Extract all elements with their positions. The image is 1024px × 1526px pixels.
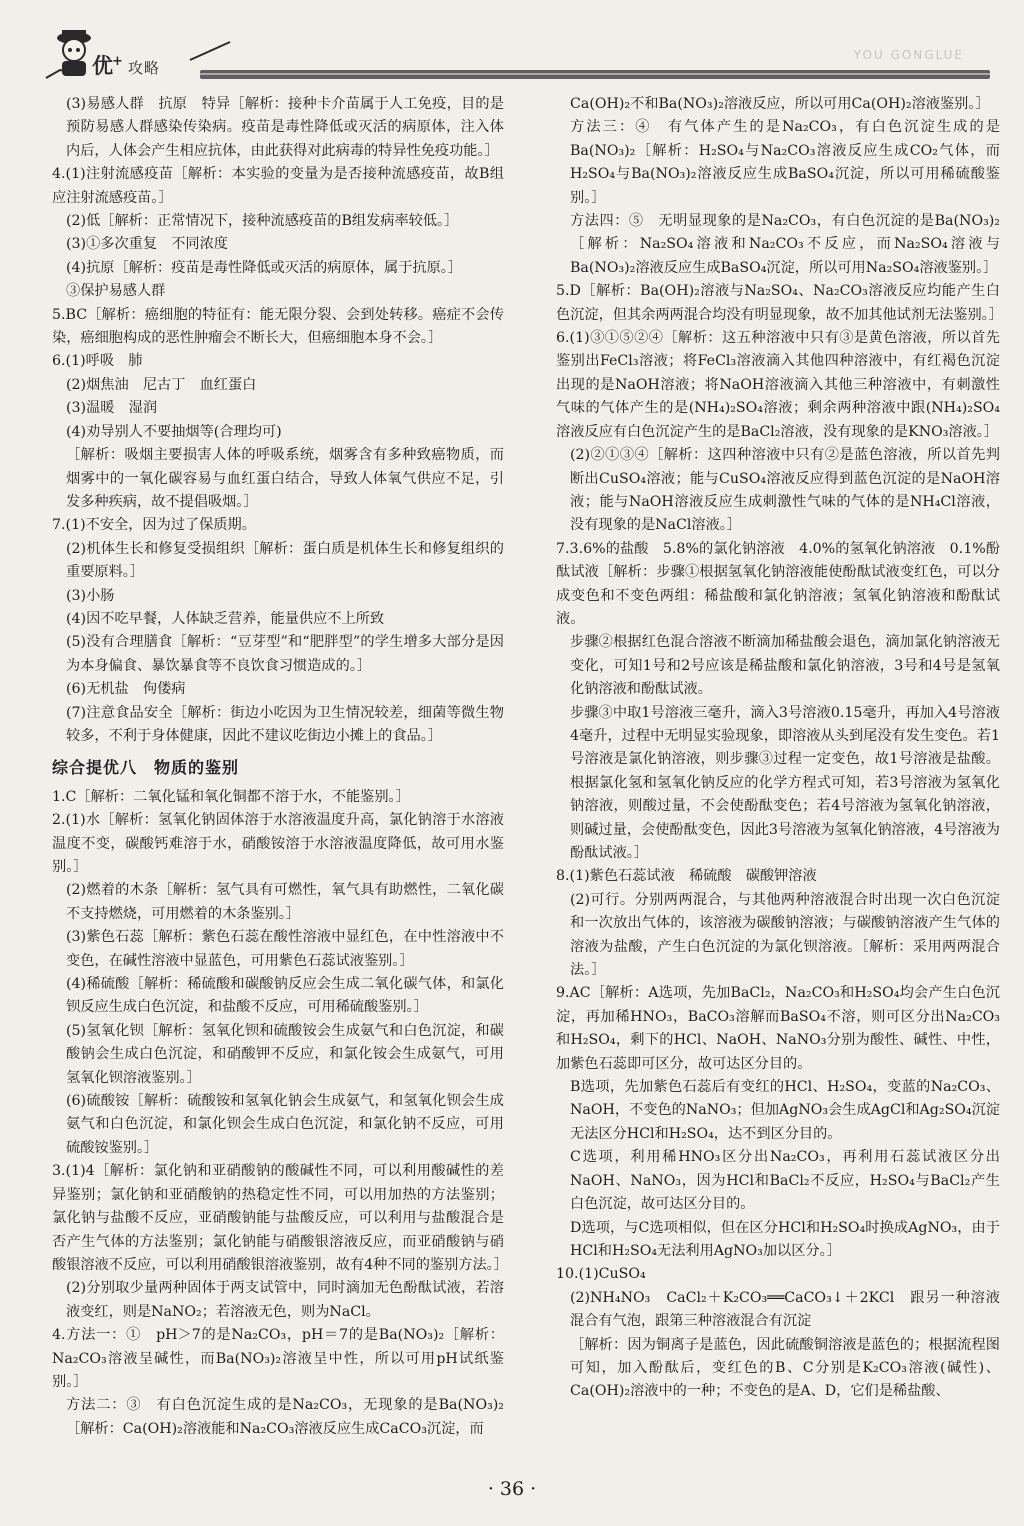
answer-line: 3.(1)4［解析：氯化钠和亚硝酸钠的酸碱性不同，可以利用酸碱性的差异鉴别；氯化钠和亚硝酸钠的热稳定性不同，可以用加热的方法鉴别；氯化钠与盐酸不反应，亚硝酸钠能与盐酸反应，可以利用与盐酸混合是否产生气体的方法鉴别；氯化钠能与硝酸银溶液反应，而亚硝酸钠与硝酸银溶液不反应，可以利用硝酸银溶液鉴别，故有4种不同的鉴别方法。］	[52, 1163, 508, 1273]
answer-line: (3)①多次重复 不同浓度	[66, 236, 228, 253]
page-number: · 36 ·	[487, 1478, 537, 1500]
brand-sub: 攻略	[127, 59, 160, 77]
running-header: YOU GONGLUE	[853, 48, 964, 62]
answer-line: 方法二：③ 有白色沉淀生成的是Na₂CO₃，无现象的是Ba(NO₃)₂［解析：Ca(OH)₂溶液能和Na₂CO₃溶液反应生成CaCO₃沉淀，而	[66, 1397, 504, 1437]
answer-line: (3)易感人群 抗原 特异［解析：接种卡介苗属于人工免疫，目的是预防易感人群感染传染病。疫苗是毒性降低或灭活的病原体，注入体内后，人体会产生相应抗体，由此获得对此病毒的特异性免疫功能。］	[66, 96, 504, 159]
answer-line: ［解析：吸烟主要损害人体的呼吸系统，烟雾含有多种致癌物质，而烟雾中的一氧化碳容易与血红蛋白结合，导致人体氧气供应不足，引发多种疾病，故不提倡吸烟。］	[66, 447, 504, 510]
answer-line: (2)烟焦油 尼古丁 血红蛋白	[66, 376, 257, 393]
answer-line: (6)硫酸铵［解析：硫酸铵和氢氧化钠会生成氨气，和氢氧化钡会生成氨气和白色沉淀，和氯化钡会生成白色沉淀，和氯化钠不反应，可用硫酸铵鉴别。］	[66, 1093, 504, 1156]
answer-line: (4)抗原［解析：疫苗是毒性降低或灭活的病原体，属于抗原。］	[66, 259, 463, 276]
answer-line: 6.(1)呼吸 肺	[52, 353, 143, 370]
answer-line: D选项，与C选项相似，但在区分HCl和H₂SO₄时换成AgNO₃，由于HCl和H₂SO₄无法利用AgNO₃加以区分。］	[570, 1219, 1000, 1259]
answer-line: 4.方法一：① pH＞7的是Na₂CO₃，pH＝7的是Ba(NO₃)₂［解析：Na₂CO₃溶液呈碱性，而Ba(NO₃)₂溶液呈中性，所以可用pH试纸鉴别。］	[52, 1327, 504, 1390]
header-rule	[200, 70, 990, 79]
brand-title	[92, 50, 160, 80]
page-header	[30, 14, 998, 84]
answer-line: (4)稀硫酸［解析：稀硫酸和碳酸钠反应会生成二氧化碳气体，和氯化钡反应生成白色沉淀，和盐酸不反应，可用稀硫酸鉴别。］	[66, 976, 504, 1016]
answer-line: 7.3.6%的盐酸 5.8%的氯化钠溶液 4.0%的氢氧化钠溶液 0.1%酚酞试液［解析：步骤①根据氢氧化钠溶液能使酚酞试液变红色，可以分成变色和不变色两组：稀盐酸和氯化钠溶液；氢氧化钠溶液和酚酞试液。	[556, 540, 1000, 627]
answer-line: (3)小肠	[66, 587, 115, 604]
answer-line: (5)没有合理膳食［解析：“豆芽型”和“肥胖型”的学生增多大部分是因为本身偏食、暴饮暴食等不良饮食习惯造成的。］	[66, 634, 504, 674]
answer-line: 10.(1)CuSO₄	[556, 1266, 646, 1283]
answer-line: (3)温暖 湿润	[66, 400, 158, 417]
answer-line: 9.AC［解析：A选项，先加BaCl₂，Na₂CO₃和H₂SO₄均会产生白色沉淀，再加稀HNO₃，BaCO₃溶解而BaSO₄不溶，则可区分出Na₂CO₃和H₂SO₄，剩下的HCl、NaOH、NaNO₃分别为酸性、碱性、中性，加紫色石蕊即可区分，故可达区分目的。	[556, 985, 1000, 1072]
brand-main: 优	[92, 54, 114, 78]
answer-line: C选项，利用稀HNO₃区分出Na₂CO₃，再利用石蕊试液区分出NaOH、NaNO₃，因为HCl和BaCl₂不反应，H₂SO₄与BaCl₂产生白色沉淀，故可达区分目的。	[570, 1149, 1000, 1213]
answer-line: (2)燃着的木条［解析：氢气具有可燃性，氧气具有助燃性，二氧化碳不支持燃烧，可用燃着的木条鉴别。］	[66, 882, 504, 922]
answer-line: (2)分别取少量两种固体于两支试管中，同时滴加无色酚酞试液，若溶液变红，则是NaNO₂；若溶液无色，则为NaCl。	[66, 1280, 504, 1320]
answer-line: B选项，先加紫色石蕊后有变红的HCl、H₂SO₄，变蓝的Na₂CO₃、NaOH，不变色的NaNO₃；但加AgNO₃会生成AgCl和Ag₂SO₄沉淀无法区分HCl和H₂SO₄，达不到区分目的。	[570, 1079, 1000, 1142]
answer-line: 5.BC［解析：癌细胞的特征有：能无限分裂、会到处转移。癌症不会传染，癌细胞构成的恶性肿瘤会不断长大，但癌细胞本身不会。］	[52, 306, 504, 347]
right-column	[556, 93, 1003, 1404]
answer-line: 8.(1)紫色石蕊试液 稀硫酸 碳酸钾溶液	[556, 868, 817, 885]
answer-line: 步骤③中取1号溶液三毫升，滴入3号溶液0.15毫升，再加入4号溶液4毫升，过程中无明显实验现象，即溶液从头到尾没有发生变色。若1号溶液是氯化钠溶液，则步骤③过程一定变色，故1号溶液是盐酸。根据氯化氢和氢氧化钠反应的化学方程式可知，若3号溶液为氢氧化钠溶液，则酸过量，不会使酚酞变色；若4号溶液为氢氧化钠溶液，则碱过量，会使酚酞变色，因此3号溶液为氢氧化钠溶液，4号溶液为酚酞试液。］	[570, 704, 1000, 861]
answer-line: 6.(1)③①⑤②④［解析：这五种溶液中只有③是黄色溶液，所以首先鉴别出FeCl₃溶液；将FeCl₃溶液滴入其他四种溶液中，有红褐色沉淀出现的是NaOH溶液；将NaOH溶液滴入其他三种溶液中，有刺激性气味的气体产生的是(NH₄)₂SO₄溶液；剩余两种溶液中跟(NH₄)₂SO₄溶液反应有白色沉淀产生的是BaCl₂溶液，没有现象的是KNO₃溶液。］	[556, 330, 1000, 440]
answer-line: (5)氢氧化钡［解析：氢氧化钡和硫酸铵会生成氨气和白色沉淀，和碳酸钠会生成白色沉淀，和硝酸钾不反应，和氯化铵会生成氨气，可用氢氧化钡溶液鉴别。］	[66, 1022, 504, 1086]
answer-line: ③保护易感人群	[66, 283, 166, 300]
answer-line: (6)无机盐 佝偻病	[66, 681, 186, 698]
answer-line: (4)劝导别人不要抽烟等(合理均可)	[66, 423, 282, 440]
answer-line: (7)注意食品安全［解析：街边小吃因为卫生情况较差，细菌等微生物较多，不利于身体健康，因此不建议吃街边小摊上的食品。］	[66, 704, 504, 744]
answer-line: Ca(OH)₂不和Ba(NO₃)₂溶液反应，所以可用Ca(OH)₂溶液鉴别。］	[570, 96, 990, 112]
answer-line: 1.C［解析：二氧化锰和氧化铜都不溶于水，不能鉴别。］	[52, 788, 410, 805]
answer-line: 步骤②根据红色混合溶液不断滴加稀盐酸会退色，滴加氯化钠溶液无变化，可知1号和2号应该是稀盐酸和氯化钠溶液，3号和4号是氢氧化钠溶液和酚酞试液。	[570, 634, 1000, 698]
answer-line: (2)机体生长和修复受损组织［解析：蛋白质是机体生长和修复组织的重要原料。］	[66, 540, 504, 581]
answer-line: 4.(1)注射流感疫苗［解析：本实验的变量为是否接种流感疫苗，故B组应注射流感疫苗。］	[52, 166, 504, 206]
answer-line: (2)低［解析：正常情况下，接种流感疫苗的B组发病率较低。］	[66, 213, 459, 230]
answer-line: (3)紫色石蕊［解析：紫色石蕊在酸性溶液中显红色，在中性溶液中不变色，在碱性溶液中显蓝色，可用紫色石蕊试液鉴别。］	[66, 929, 504, 969]
answer-line: 2.(1)水［解析：氢氧化钠固体溶于水溶液温度升高，氯化钠溶于水溶液温度不变，碳酸钙难溶于水，硝酸铵溶于水溶液温度降低，故可用水鉴别。］	[52, 812, 504, 875]
section-title: 综合提优八 物质的鉴别	[52, 758, 240, 778]
answer-line: 方法三：④ 有气体产生的是Na₂CO₃，有白色沉淀生成的是Ba(NO₃)₂［解析：H₂SO₄与Na₂CO₃溶液反应生成CO₂气体，而H₂SO₄与Ba(NO₃)₂溶液反应生成BaSO₄沉淀，所以可用稀硫酸鉴别。］	[570, 119, 1000, 206]
brand-plus: +	[112, 54, 124, 69]
answer-line: (2)可行。分别两两混合，与其他两种溶液混合时出现一次白色沉淀和一次放出气体的，该溶液为碳酸钠溶液；与碳酸钠溶液产生气体的溶液为盐酸，产生白色沉淀的为氯化钡溶液。［解析：采用两两混合法。］	[570, 891, 1000, 979]
answer-line: (2)NH₄NO₃ CaCl₂＋K₂CO₃══CaCO₃↓＋2KCl 跟另一种溶液混合有气泡，跟第三种溶液混合有沉淀	[570, 1289, 1000, 1330]
answer-line: ［解析：因为铜离子是蓝色，因此硫酸铜溶液是蓝色的；根据流程图可知，加入酚酞后，变红色的B、C分别是K₂CO₃溶液(碱性)、Ca(OH)₂溶液中的一种；不变色的是A、D，它们是稀盐酸、	[570, 1336, 1000, 1400]
answer-line: 方法四：⑤ 无明显现象的是Na₂CO₃，有白色沉淀的是Ba(NO₃)₂［解析：Na₂SO₄溶液和Na₂CO₃不反应，而Na₂SO₄溶液与Ba(NO₃)₂溶液反应生成BaSO₄沉淀，所以可用Na₂SO₄溶液鉴别。］	[570, 213, 1000, 276]
answer-line: (2)②①③④［解析：这四种溶液中只有②是蓝色溶液，所以首先判断出CuSO₄溶液；能与CuSO₄溶液反应得到蓝色沉淀的是NaOH溶液；能与NaOH溶液反应生成刺激性气味的气体的是NH₄Cl溶液，没有现象的是NaCl溶液。］	[570, 447, 1000, 534]
answer-line: 5.D［解析：Ba(OH)₂溶液与Na₂SO₄、Na₂CO₃溶液反应均能产生白色沉淀，但其余两两混合均没有明显现象，故不加其他试剂无法鉴别。］	[556, 283, 1003, 323]
answer-line: (4)因不吃早餐，人体缺乏营养，能量供应不上所致	[66, 610, 385, 627]
answer-line: 7.(1)不安全，因为过了保质期。	[52, 517, 256, 534]
left-column	[52, 93, 508, 1441]
